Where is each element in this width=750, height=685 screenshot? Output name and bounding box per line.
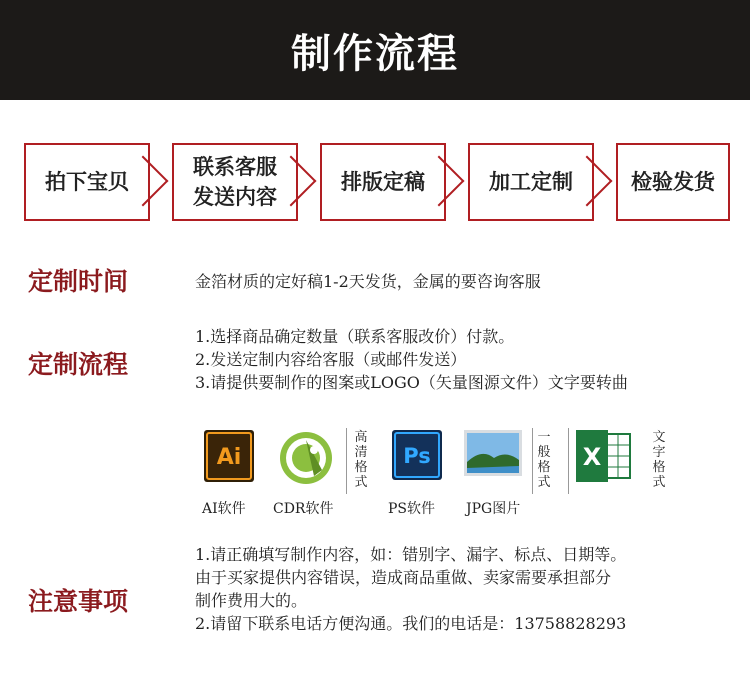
photoshop-icon (392, 430, 452, 490)
page-header (0, 0, 750, 100)
divider (346, 428, 347, 494)
divider (532, 428, 533, 494)
svg-text:Ai: Ai (216, 445, 242, 470)
process-line-1: 1.选择商品确定数量（联系客服改价）付款。 (195, 327, 515, 346)
excel-icon (576, 430, 636, 490)
illustrator-icon (204, 430, 264, 490)
notes-line-4: 2.请留下联系电话方便沟通。我们的电话是：13758828293 (195, 614, 627, 633)
image-icon (464, 430, 524, 490)
text-format-note: 文字格式 (652, 430, 666, 490)
process-steps (0, 143, 750, 221)
step-label: 加工定制 (489, 169, 573, 194)
process-line-3: 3.请提供要制作的图案或LOGO（矢量图源文件）文字要转曲 (195, 373, 628, 392)
general-format-note: 一般格式 (537, 430, 551, 490)
section-title-notes: 注意事项 (28, 587, 129, 616)
notes-line-1: 1.请正确填写制作内容，如：错别字、漏字、标点、日期等。 (195, 545, 627, 564)
notes-line-2: 由于买家提供内容错误，造成商品重做、卖家需要承担部分 (195, 568, 612, 587)
cdr-label: CDR软件 (273, 501, 334, 517)
step-label: 拍下宝贝 (45, 169, 129, 194)
notes-line-3: 制作费用大的。 (195, 591, 308, 610)
section-title-process: 定制流程 (28, 350, 129, 379)
step-ship (616, 143, 730, 221)
jpg-label: JPG图片 (466, 501, 521, 517)
section-time-text: 金箔材质的定好稿1-2天发货，金属的要咨询客服 (195, 272, 541, 291)
step-label: 排版定稿 (341, 169, 425, 194)
step-label: 联系客服 发送内容 (193, 154, 277, 209)
step-label: 检验发货 (631, 169, 715, 194)
section-title-time: 定制时间 (28, 267, 129, 296)
hq-format-note: 高清格式 (354, 430, 368, 490)
process-line-2: 2.发送定制内容给客服（或邮件发送） (195, 350, 467, 369)
divider (568, 428, 569, 494)
coreldraw-icon (278, 430, 338, 490)
ps-label: PS软件 (388, 501, 436, 517)
page-title: 制作流程 (291, 29, 459, 77)
ai-label: AI软件 (202, 501, 246, 517)
svg-text:X: X (582, 443, 602, 471)
svg-text:Ps: Ps (403, 444, 431, 468)
